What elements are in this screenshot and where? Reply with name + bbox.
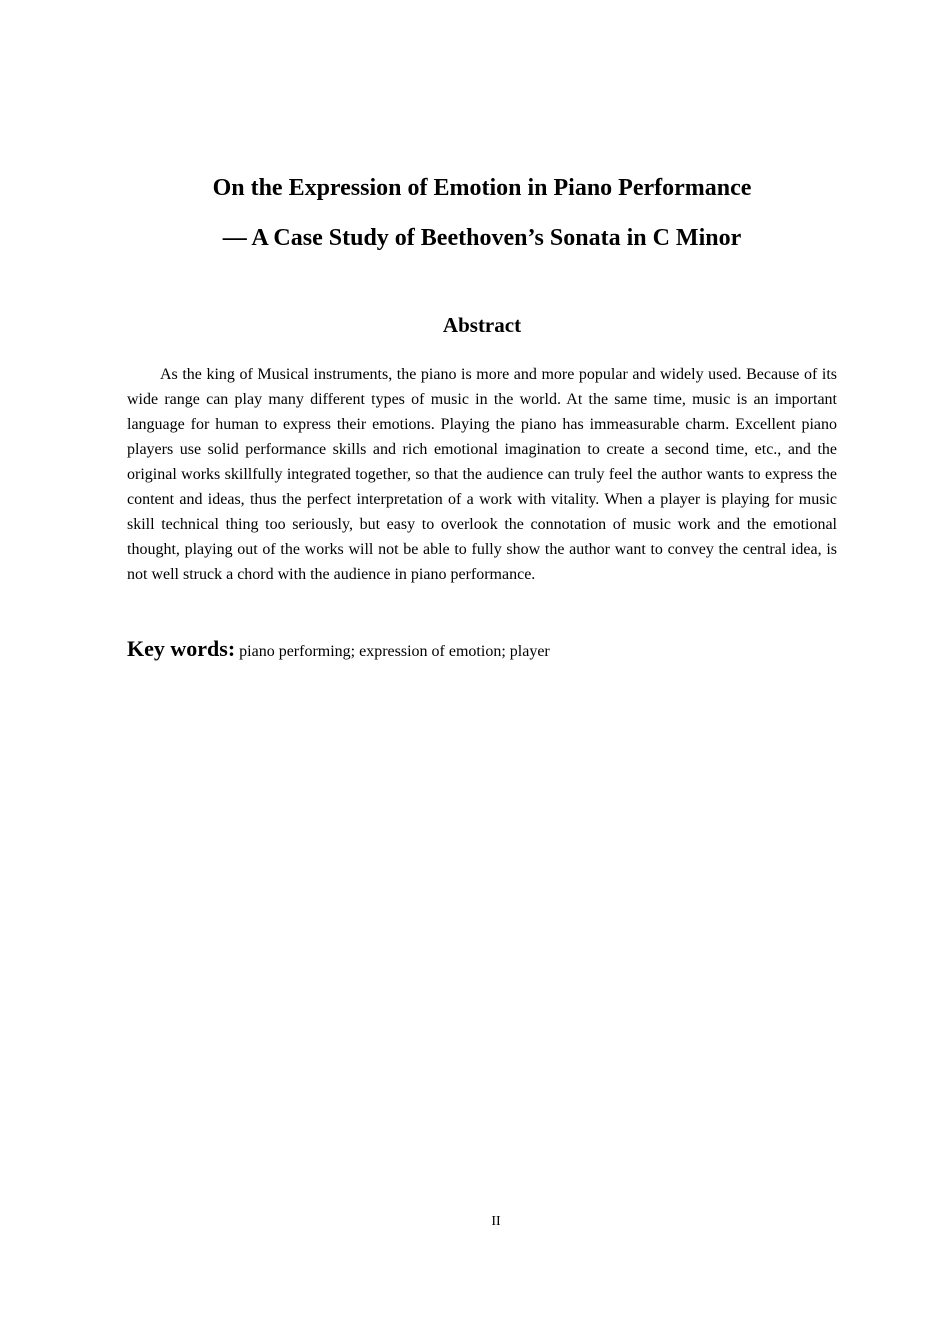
abstract-body: As the king of Musical instruments, the piano is more and more popular and widely used. Because of its wide range can play many different types of music in the world. At the same time, music is an important language for human to express their emotions. Playing the piano has immeasurable charm. Excellent piano players use solid performance skills and rich emotional imagination to create a second time, etc., and the original works skillfully integrated together, so that the audience can truly feel the author wants to express the content and ideas, thus the perfect interpretation of a work with vitality. When a player is playing for music skill technical thing too seriously, but easy to overlook the connotation of music work and the emotional thought, playing out of the works will not be able to fully show the author want to convey the central idea, is not well struck a chord with the audience in piano performance. [127, 366, 837, 583]
keywords-text: piano performing; expression of emotion; player [239, 643, 550, 660]
page-number: II [491, 1214, 501, 1229]
keywords-label: Key words: [127, 636, 236, 661]
title-main: On the Expression of Emotion in Piano Performance [212, 175, 752, 201]
title-subtitle: — A Case Study of Beethoven’s Sonata in C Minor [222, 225, 742, 251]
keywords-section [127, 634, 837, 667]
abstract-heading: Abstract [442, 313, 522, 337]
